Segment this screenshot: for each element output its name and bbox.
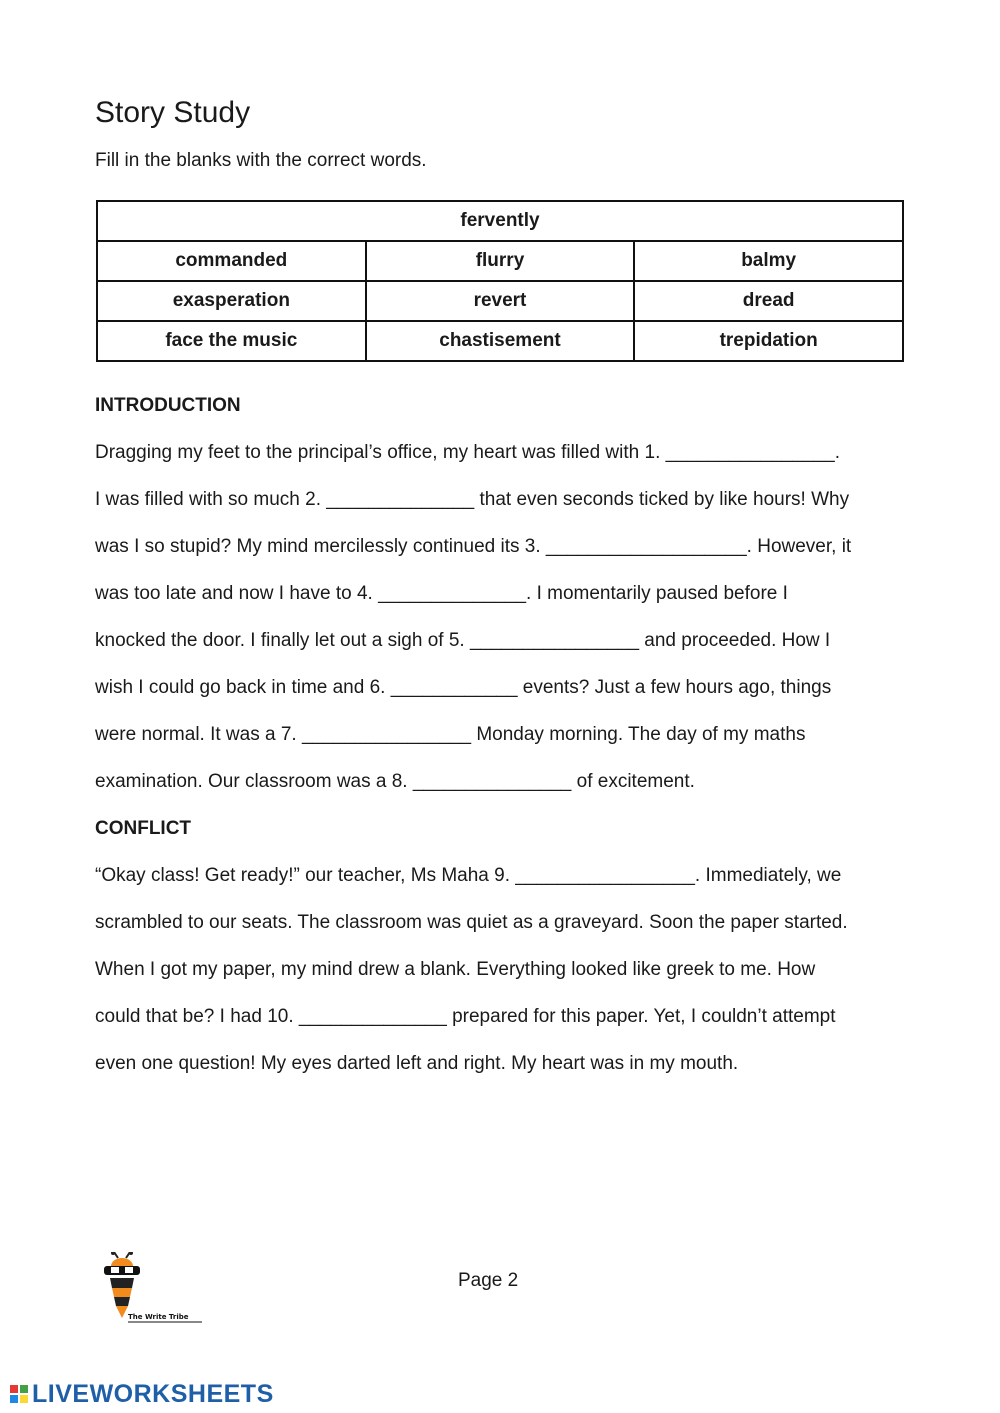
word-bank-row: [97, 241, 903, 281]
text-line: Dragging my feet to the principal’s office, my heart was filled with 1. ________________.: [95, 442, 840, 463]
text-line: were normal. It was a 7. ________________ Monday morning. The day of my maths: [95, 724, 806, 745]
word-bank-cell: commanded: [97, 241, 366, 281]
text-line: “Okay class! Get ready!” our teacher, Ms Maha 9. _________________. Immediately, we: [95, 865, 842, 886]
worksheet-title: Story Study: [95, 96, 251, 129]
text-line: wish I could go back in time and 6. ____________ events? Just a few hours ago, things: [95, 677, 832, 698]
word-bank-cell: face the music: [97, 321, 366, 361]
section-heading-introduction: INTRODUCTION: [95, 395, 241, 416]
word-bank-cell: flurry: [366, 241, 635, 281]
liveworksheets-brand: [10, 1380, 274, 1408]
text-line: scrambled to our seats. The classroom was quiet as a graveyard. Soon the paper started.: [95, 912, 848, 933]
write-tribe-bee-logo: [98, 1252, 208, 1328]
text-line: was too late and now I have to 4. ______________. I momentarily paused before I: [95, 583, 788, 604]
text-line: could that be? I had 10. ______________ prepared for this paper. Yet, I couldn’t attempt: [95, 1006, 836, 1027]
word-bank-cell: fervently: [97, 201, 903, 241]
text-line: examination. Our classroom was a 8. _______________ of excitement.: [95, 771, 695, 792]
text-line: knocked the door. I finally let out a sigh of 5. ________________ and proceeded. How I: [95, 630, 831, 651]
text-line: was I so stupid? My mind mercilessly continued its 3. ___________________. However, it: [95, 536, 852, 557]
logo-text: The Write Tribe: [128, 1313, 189, 1321]
word-bank-cell: chastisement: [366, 321, 635, 361]
section-heading-conflict: CONFLICT: [95, 818, 192, 839]
word-bank-row: [97, 281, 903, 321]
page-number: Page 2: [458, 1270, 519, 1291]
brand-logo-icon: [10, 1385, 28, 1403]
word-bank-table: [96, 200, 904, 362]
word-bank-cell: dread: [634, 281, 903, 321]
word-bank-cell: trepidation: [634, 321, 903, 361]
text-line: even one question! My eyes darted left and right. My heart was in my mouth.: [95, 1053, 739, 1074]
word-bank-cell: exasperation: [97, 281, 366, 321]
text-line: When I got my paper, my mind drew a blank. Everything looked like greek to me. How: [95, 959, 816, 980]
text-line: I was filled with so much 2. ______________ that even seconds ticked by like hours! Why: [95, 489, 850, 510]
brand-name: LIVEWORKSHEETS: [32, 1379, 274, 1408]
word-bank-header-row: [97, 201, 903, 241]
word-bank-row: [97, 321, 903, 361]
introduction-paragraph: [95, 429, 925, 805]
conflict-paragraph: [95, 852, 925, 1087]
instructions: Fill in the blanks with the correct words.: [95, 150, 427, 171]
word-bank-cell: balmy: [634, 241, 903, 281]
word-bank-cell: revert: [366, 281, 635, 321]
